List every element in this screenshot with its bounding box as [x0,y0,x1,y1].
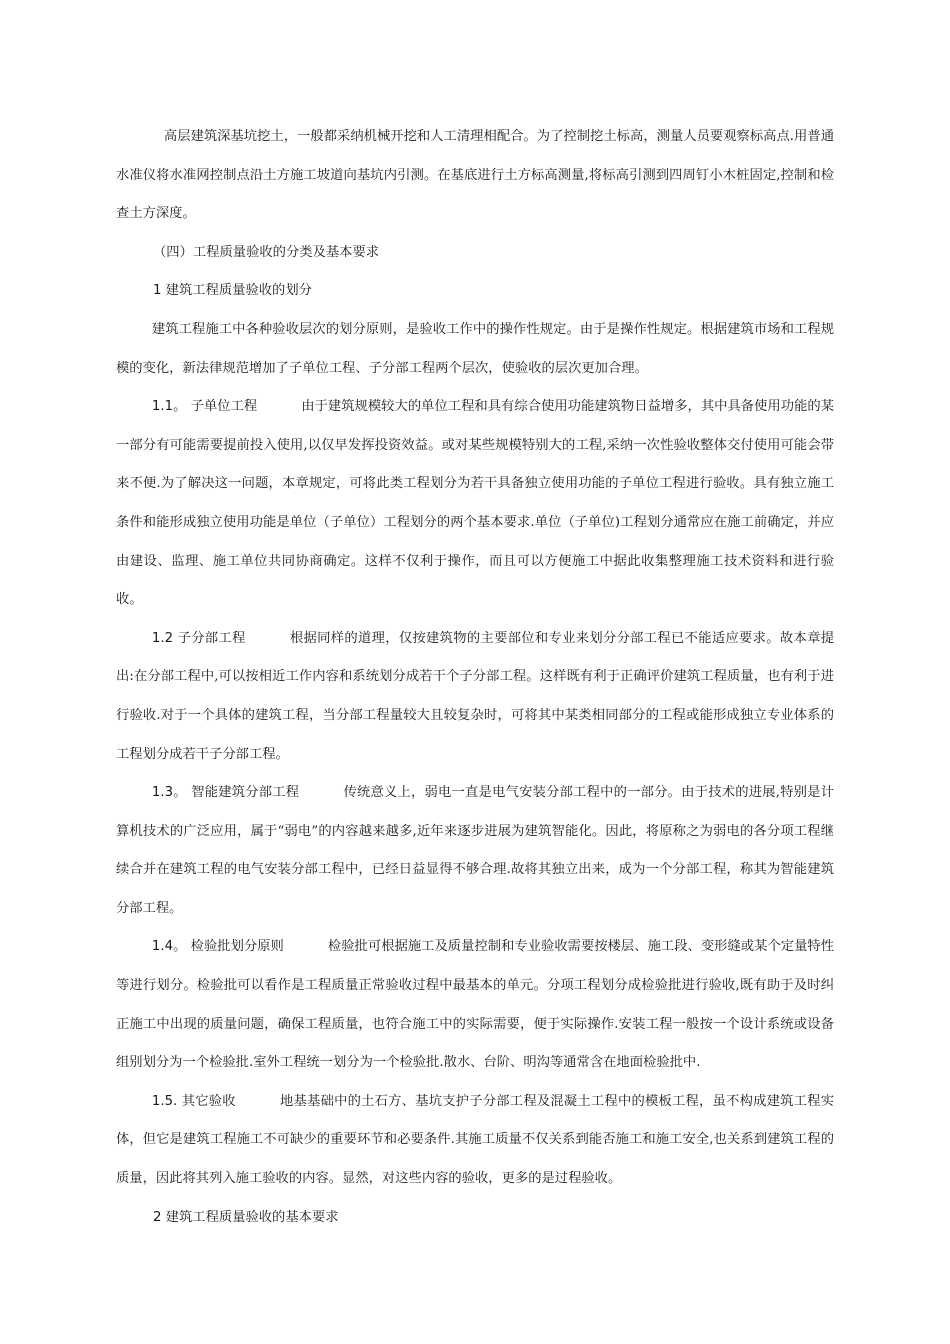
subsection-1-5 [116,1083,834,1199]
paragraph-excavation: 高层建筑深基坑挖土，一般都采纳机械开挖和人工清理相配合。为了控制挖土标高，测量人员要观察标高点.用普通水准仪将水准网控制点沿土方施工坡道向基坑内引测。在基底进行土方标高测量,将标高引测到四周钉小木桩固定,控制和检查土方深度。 [116,129,834,222]
subsection-1-5-title: 1.5. 其它验收 [151,1093,236,1109]
subsection-1-1-title: 1.1。 子单位工程 [151,399,258,415]
subsection-1-1 [116,388,834,620]
paragraph-division-principles: 建筑工程施工中各种验收层次的划分原则，是验收工作中的操作性规定。由于是操作性规定。根据建筑市场和工程规模的变化，新法律规范增加了子单位工程、子分部工程两个层次，使验收的层次更加合理。 [116,321,834,376]
subsection-1-4-title: 1.4。 检验批划分原则 [151,939,284,955]
section-heading-four: （四）工程质量验收的分类及基本要求 [153,244,380,260]
section-heading-2: 2 建筑工程质量验收的基本要求 [153,1209,339,1225]
subsection-1-4 [116,928,834,1082]
subsection-1-5-body: 地基基础中的土石方、基坑支护子分部工程及混凝土工程中的模板工程，虽不构成建筑工程实体，但它是建筑工程施工不可缺少的重要环节和必要条件.其施工质量不仅关系到能否施工和施工安全,也关系到建筑工程的质量，因此将其列入施工验收的内容。显然，对这些内容的验收，更多的是过程验收。 [116,1093,834,1187]
subsection-1-3-body: 传统意义上，弱电一直是电气安装分部工程中的一部分。由于技术的进展,特别是计算机技术的广泛应用，属于“弱电”的内容越来越多,近年来逐步进展为建筑智能化。因此，将原称之为弱电的各分项工程继续合并在建筑工程的电气安装分部工程中，已经日益显得不够合理.故将其独立出来，成为一个分部工程，称其为智能建筑分部工程。 [116,785,834,916]
subsection-1-3 [116,774,834,928]
subsection-1-1-body: 由于建筑规模较大的单位工程和具有综合使用功能建筑物日益增多，其中具备使用功能的某一部分有可能需要提前投入使用,以仅早发挥投资效益。或对某些规模特别大的工程,采纳一次性验收整体交付使用可能会带来不便.为了解决这一问题，本章规定，可将此类工程划分为若干具备独立使用功能的子单位工程进行验收。具有独立施工条件和能形成独立使用功能是单位（子单位）工程划分的两个基本要求.单位（子单位)工程划分通常应在施工前确定，并应由建设、监理、施工单位共同协商确定。这样不仅利于操作，而且可以方便施工中据此收集整理施工技术资料和进行验收。 [116,399,835,608]
document-page [116,118,834,1237]
subsection-1-2-body: 根据同样的道理，仅按建筑物的主要部位和专业来划分分部工程已不能适应要求。故本章提出:在分部工程中,可以按相近工作内容和系统划分成若干个子分部工程。这样既有利于正确评价建筑工程质量，也有利于进行验收.对于一个具体的建筑工程，当分部工程量较大且较复杂时，可将其中某类相同部分的工程或能形成独立专业体系的工程划分成若干子分部工程。 [116,630,835,762]
section-heading-1: 1 建筑工程质量验收的划分 [153,283,312,299]
subsection-1-2-title: 1.2 子分部工程 [151,630,246,646]
subsection-1-3-title: 1.3。 智能建筑分部工程 [151,785,300,801]
subsection-1-4-body: 检验批可根据施工及质量控制和专业验收需要按楼层、施工段、变形缝或某个定量特性等进行划分。检验批可以看作是工程质量正常验收过程中最基本的单元。分项工程划分成检验批进行验收,既有助于及时纠正施工中出现的质量问题，确保工程质量，也符合施工中的实际需要，便于实际操作.安装工程一般按一个设计系统或设备组别划分为一个检验批.室外工程统一划分为一个检验批.散水、台阶、明沟等通常含在地面检验批中. [116,939,835,1071]
subsection-1-2 [116,620,834,774]
